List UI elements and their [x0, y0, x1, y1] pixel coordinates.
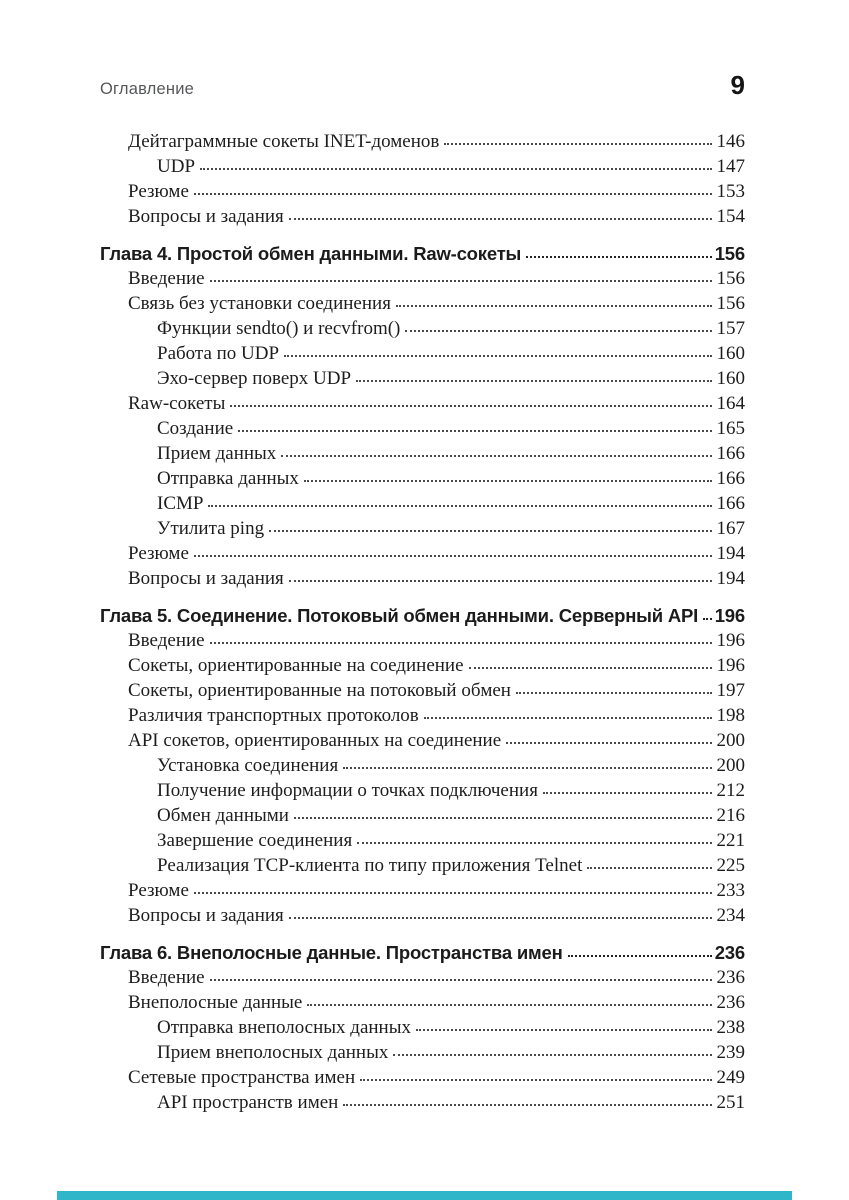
dot-leader	[424, 717, 712, 719]
toc-entry[interactable]	[100, 243, 745, 268]
dot-leader	[356, 380, 712, 382]
toc-entry[interactable]	[100, 268, 745, 293]
toc-entry-label: Эхо-сервер поверх UDP	[157, 368, 352, 389]
toc-entry-page: 160	[716, 368, 745, 389]
dot-leader	[516, 692, 712, 694]
toc-entry-page: 166	[716, 443, 745, 464]
running-header-title: Оглавление	[100, 80, 194, 98]
dot-leader	[194, 555, 712, 557]
dot-leader	[405, 330, 712, 332]
toc-entry-label: Отправка внеполосных данных	[157, 1017, 411, 1038]
toc-entry-label: Дейтаграммные сокеты INET-доменов	[128, 131, 440, 152]
toc-entry[interactable]	[100, 967, 745, 992]
toc-entry[interactable]	[100, 1042, 745, 1067]
toc-entry-label: Резюме	[128, 880, 189, 901]
toc-entry[interactable]	[100, 318, 745, 343]
toc-entry[interactable]	[100, 830, 745, 855]
toc-entry-label: Резюме	[128, 543, 189, 564]
dot-leader	[230, 405, 712, 407]
toc-entry-page: 196	[716, 655, 745, 676]
toc-entry[interactable]	[100, 368, 745, 393]
dot-leader	[289, 917, 712, 919]
dot-leader	[444, 143, 712, 145]
toc-entry-page: 236	[714, 942, 745, 963]
toc-entry-label: Функции sendto() и recvfrom()	[157, 318, 401, 339]
toc-entry[interactable]	[100, 1092, 745, 1117]
dot-leader	[194, 892, 712, 894]
dot-leader	[284, 355, 712, 357]
toc-entry-page: 164	[716, 393, 745, 414]
toc-entry[interactable]	[100, 131, 745, 156]
page-number: 9	[730, 70, 745, 100]
dot-leader	[416, 1029, 712, 1031]
toc-entry-page: 196	[716, 630, 745, 651]
toc-entry-page: 212	[716, 780, 745, 801]
toc-entry-label: Получение информации о точках подключения	[157, 780, 538, 801]
toc-entry-label: Утилита ping	[157, 518, 265, 539]
dot-leader	[269, 530, 712, 532]
toc-entry-label: Введение	[128, 967, 205, 988]
toc-entry[interactable]	[100, 468, 745, 493]
toc-entry-page: 156	[714, 243, 745, 264]
dot-leader	[469, 667, 712, 669]
toc-entry[interactable]	[100, 343, 745, 368]
toc-entry[interactable]	[100, 905, 745, 930]
toc-entry-page: 236	[716, 992, 745, 1013]
toc-entry-label: Внеполосные данные	[128, 992, 303, 1013]
dot-leader	[194, 193, 712, 195]
toc-entry[interactable]	[100, 493, 745, 518]
toc-entry[interactable]	[100, 206, 745, 231]
toc-entry-page: 200	[716, 730, 745, 751]
dot-leader	[210, 280, 712, 282]
toc-entry[interactable]	[100, 805, 745, 830]
toc-entry-page: 167	[716, 518, 745, 539]
dot-leader	[289, 218, 712, 220]
toc-entry-page: 156	[716, 268, 745, 289]
toc-entry-label: Вопросы и задания	[128, 206, 284, 227]
dot-leader	[568, 955, 712, 957]
toc-entry-label: Отправка данных	[157, 468, 299, 489]
toc-entry-label: Сетевые пространства имен	[128, 1067, 356, 1088]
toc-entry-page: 160	[716, 343, 745, 364]
toc-entry-page: 200	[716, 755, 745, 776]
dot-leader	[304, 480, 712, 482]
toc-entry-label: API пространств имен	[157, 1092, 339, 1113]
dot-leader	[281, 455, 712, 457]
dot-leader	[343, 767, 712, 769]
toc-entry[interactable]	[100, 630, 745, 655]
toc-entry-page: 197	[716, 680, 745, 701]
toc-entry-label: Введение	[128, 630, 205, 651]
toc-entry[interactable]	[100, 755, 745, 780]
toc-entry-label: Прием внеполосных данных	[157, 1042, 389, 1063]
toc-entry-page: 154	[716, 206, 745, 227]
toc-entry-label: Связь без установки соединения	[128, 293, 391, 314]
toc-entry[interactable]	[100, 181, 745, 206]
toc-entry-page: 156	[716, 293, 745, 314]
toc-entry-label: Вопросы и задания	[128, 568, 284, 589]
toc-entry[interactable]	[100, 605, 745, 630]
footer-progress-bar	[57, 1191, 792, 1200]
toc-entry[interactable]	[100, 568, 745, 593]
toc-entry-label: UDP	[157, 156, 196, 177]
toc-entry-page: 238	[716, 1017, 745, 1038]
toc-entry-label: Введение	[128, 268, 205, 289]
toc-entry[interactable]	[100, 1067, 745, 1092]
toc-entry[interactable]	[100, 992, 745, 1017]
toc-entry[interactable]	[100, 393, 745, 418]
dot-leader	[307, 1004, 712, 1006]
dot-leader	[587, 867, 712, 869]
toc-entry-page: 153	[716, 181, 745, 202]
toc-entry[interactable]	[100, 730, 745, 755]
toc-entry-page: 196	[714, 605, 745, 626]
toc-entry-label: Установка соединения	[157, 755, 339, 776]
toc-entry-page: 194	[716, 568, 745, 589]
toc-entry-page: 157	[716, 318, 745, 339]
toc-entry[interactable]	[100, 518, 745, 543]
toc-entry[interactable]	[100, 880, 745, 905]
toc-entry-page: 221	[716, 830, 745, 851]
toc-entry-page: 239	[716, 1042, 745, 1063]
toc-entry-page: 236	[716, 967, 745, 988]
toc-entry-label: Резюме	[128, 181, 189, 202]
toc-entry-page: 234	[716, 905, 745, 926]
toc-entry-page: 166	[716, 493, 745, 514]
toc-entry[interactable]	[100, 705, 745, 730]
toc-entry-label: Глава 5. Соединение. Потоковый обмен данными. Серверный API	[100, 605, 699, 626]
toc-entry-page: 233	[716, 880, 745, 901]
toc-entry-label: Глава 4. Простой обмен данными. Raw-сокеты	[100, 243, 522, 264]
dot-leader	[238, 430, 712, 432]
dot-leader	[393, 1054, 712, 1056]
dot-leader	[200, 168, 712, 170]
dot-leader	[543, 792, 712, 794]
dot-leader	[210, 642, 712, 644]
toc-entry-page: 249	[716, 1067, 745, 1088]
toc-entry[interactable]	[100, 780, 745, 805]
dot-leader	[210, 979, 712, 981]
toc-entry[interactable]	[100, 156, 745, 181]
toc-entry-label: Различия транспортных протоколов	[128, 705, 419, 726]
dot-leader	[360, 1079, 712, 1081]
toc-entry[interactable]	[100, 1017, 745, 1042]
dot-leader	[343, 1104, 712, 1106]
toc-entry[interactable]	[100, 443, 745, 468]
dot-leader	[357, 842, 712, 844]
toc-entry[interactable]	[100, 418, 745, 443]
toc-entry[interactable]	[100, 543, 745, 568]
toc-entry-label: Сокеты, ориентированные на соединение	[128, 655, 464, 676]
toc-entry-label: Завершение соединения	[157, 830, 353, 851]
toc-entry-page: 198	[716, 705, 745, 726]
toc-entry-page: 146	[716, 131, 745, 152]
toc-entry-label: API сокетов, ориентированных на соединение	[128, 730, 502, 751]
toc-list	[100, 131, 745, 1117]
toc-entry-label: Создание	[157, 418, 234, 439]
toc-entry[interactable]	[100, 942, 745, 967]
toc-entry[interactable]	[100, 293, 745, 318]
toc-entry-page: 225	[716, 855, 745, 876]
toc-entry-page: 147	[716, 156, 745, 177]
toc-entry-label: Сокеты, ориентированные на потоковый обмен	[128, 680, 511, 701]
toc-entry-page: 165	[716, 418, 745, 439]
dot-leader	[396, 305, 712, 307]
toc-entry-page: 194	[716, 543, 745, 564]
toc-entry-label: Прием данных	[157, 443, 277, 464]
toc-entry[interactable]	[100, 680, 745, 705]
dot-leader	[208, 505, 712, 507]
toc-entry[interactable]	[100, 655, 745, 680]
toc-entry[interactable]	[100, 855, 745, 880]
toc-entry-label: Raw-сокеты	[128, 393, 226, 414]
toc-entry-label: ICMP	[157, 493, 204, 514]
dot-leader	[289, 580, 712, 582]
dot-leader	[703, 618, 712, 620]
toc-entry-label: Работа по UDP	[157, 343, 280, 364]
toc-entry-label: Вопросы и задания	[128, 905, 284, 926]
dot-leader	[294, 817, 712, 819]
toc-entry-label: Реализация TCP-клиента по типу приложения Telnet	[157, 855, 583, 876]
toc-entry-page: 166	[716, 468, 745, 489]
dot-leader	[506, 742, 712, 744]
toc-entry-label: Глава 6. Внеполосные данные. Пространства имен	[100, 942, 563, 963]
toc-entry-page: 251	[716, 1092, 745, 1113]
toc-entry-label: Обмен данными	[157, 805, 289, 826]
dot-leader	[526, 256, 712, 258]
toc-entry-page: 216	[716, 805, 745, 826]
